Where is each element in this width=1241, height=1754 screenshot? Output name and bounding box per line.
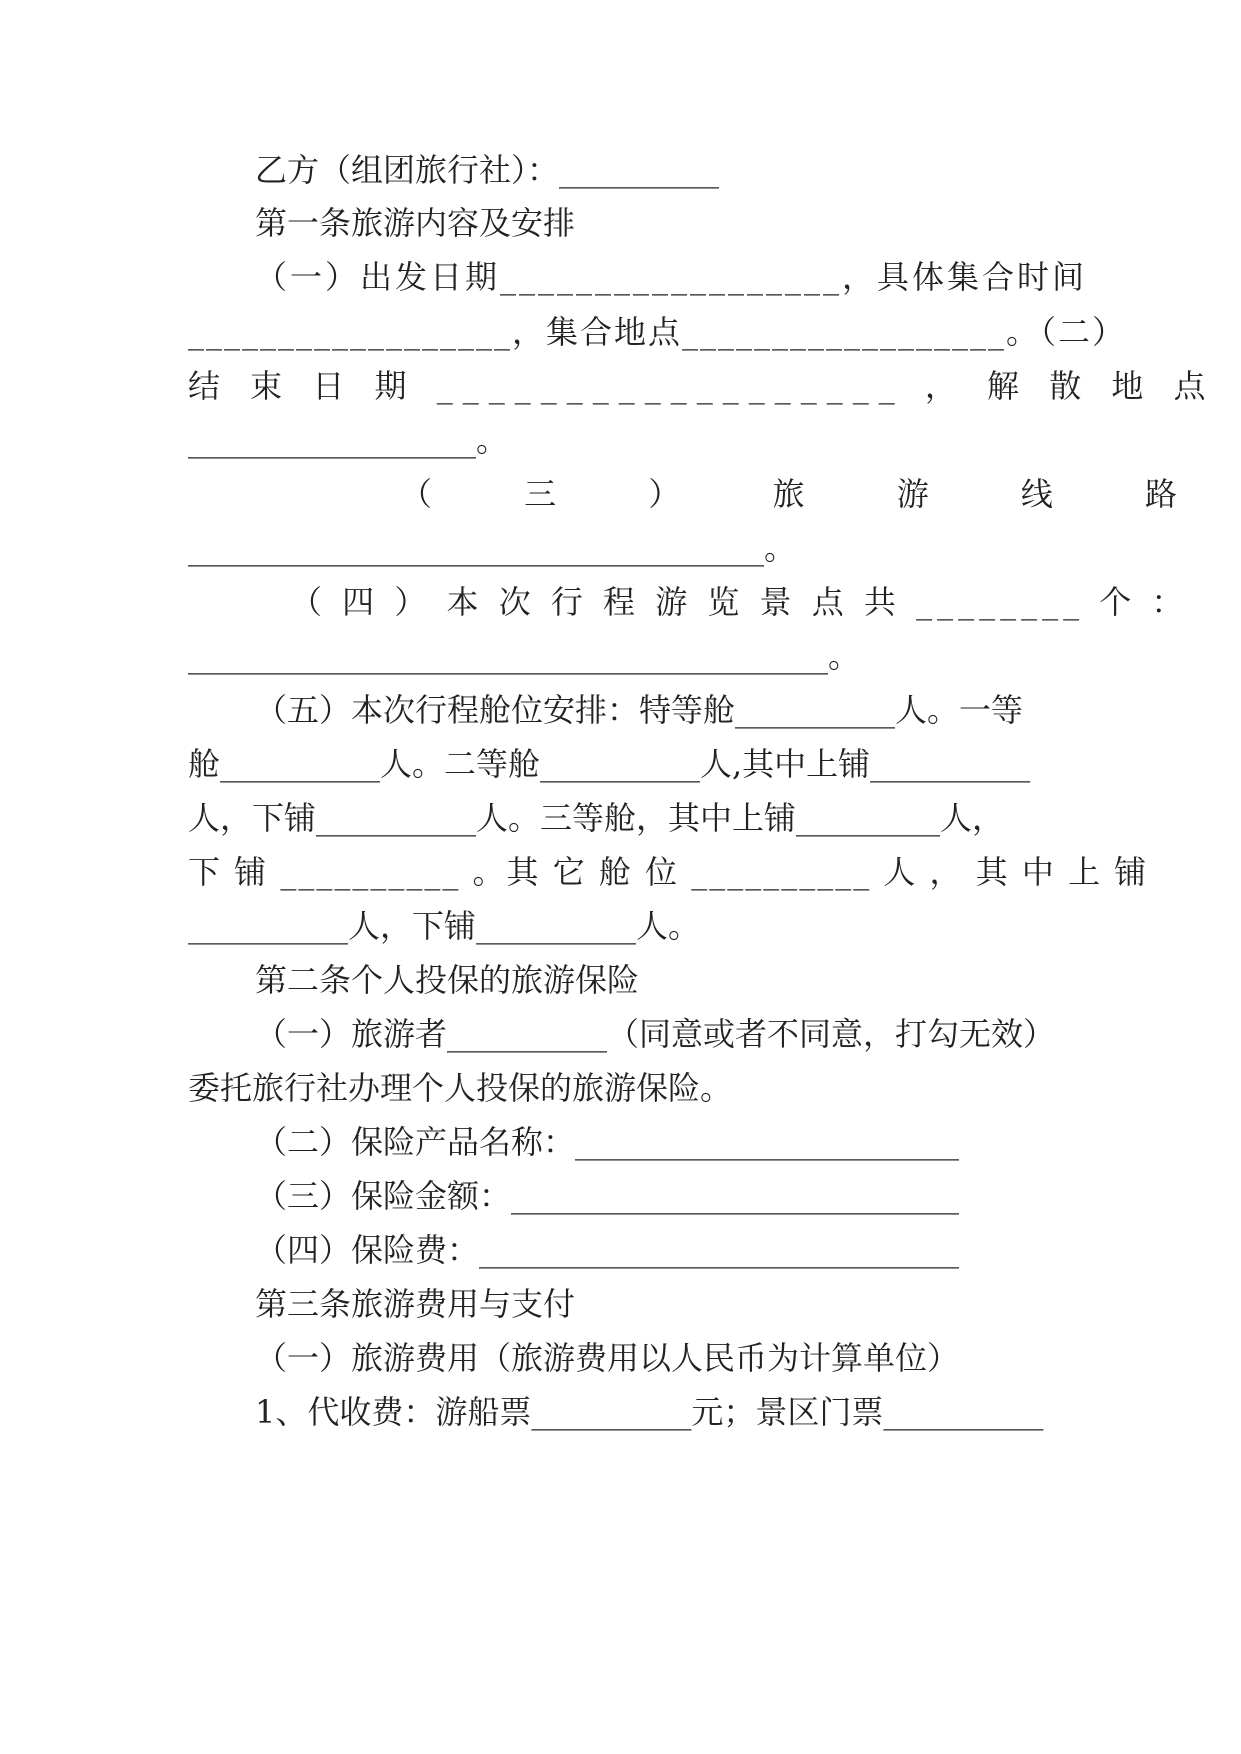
text-line: 委托旅行社办理个人投保的旅游保险。: [188, 1069, 733, 1107]
text-line: ________________________________________。: [188, 637, 861, 675]
text-line: （三）保险金额：____________________________: [255, 1177, 960, 1215]
text-line: （一）出发日期__________________，具体集合时间: [255, 258, 1088, 296]
text-line: 下 铺 __________ 。其 它 舱 位 __________ 人 ， 其 中 上 铺: [188, 853, 1149, 891]
text-line: （五）本次行程舱位安排：特等舱__________人。一等: [255, 691, 1024, 729]
text-line: 1、代收费：游船票__________元；景区门票__________: [255, 1393, 1044, 1431]
text-line: （一）旅游者__________（同意或者不同意，打勾无效）: [255, 1015, 1056, 1053]
text-line: __________________。: [188, 421, 509, 459]
text-line: （一）旅游费用（旅游费用以人民币为计算单位）: [255, 1339, 960, 1377]
article-1-heading: 第一条旅游内容及安排: [255, 204, 576, 242]
article-3-heading: 第三条旅游费用与支付: [255, 1285, 576, 1323]
text-line: 人，下铺__________人。三等舱，其中上铺_________人，: [188, 799, 1005, 837]
text-line: ____________________________________。: [188, 529, 797, 567]
text-line: （四）保险费：______________________________: [255, 1231, 960, 1269]
text-line: （二）保险产品名称：________________________: [255, 1123, 960, 1161]
text-line: （ 四 ） 本 次 行 程 游 览 景 点 共 ________ 个 ：: [290, 583, 1189, 621]
party-b-line: 乙方（组团旅行社）：__________: [255, 151, 720, 189]
text-line: __________________，集合地点__________________。（二）: [188, 313, 1127, 351]
text-line: （ 三 ） 旅 游 线 路: [400, 475, 1219, 513]
article-2-heading: 第二条个人投保的旅游保险: [255, 961, 640, 999]
text-line: 舱__________人。二等舱__________人,其中上铺__________: [188, 745, 1031, 783]
text-line: __________人，下铺__________人。: [188, 907, 701, 945]
text-line: 结 束 日 期 __________________ ， 解 散 地 点: [188, 367, 1216, 405]
